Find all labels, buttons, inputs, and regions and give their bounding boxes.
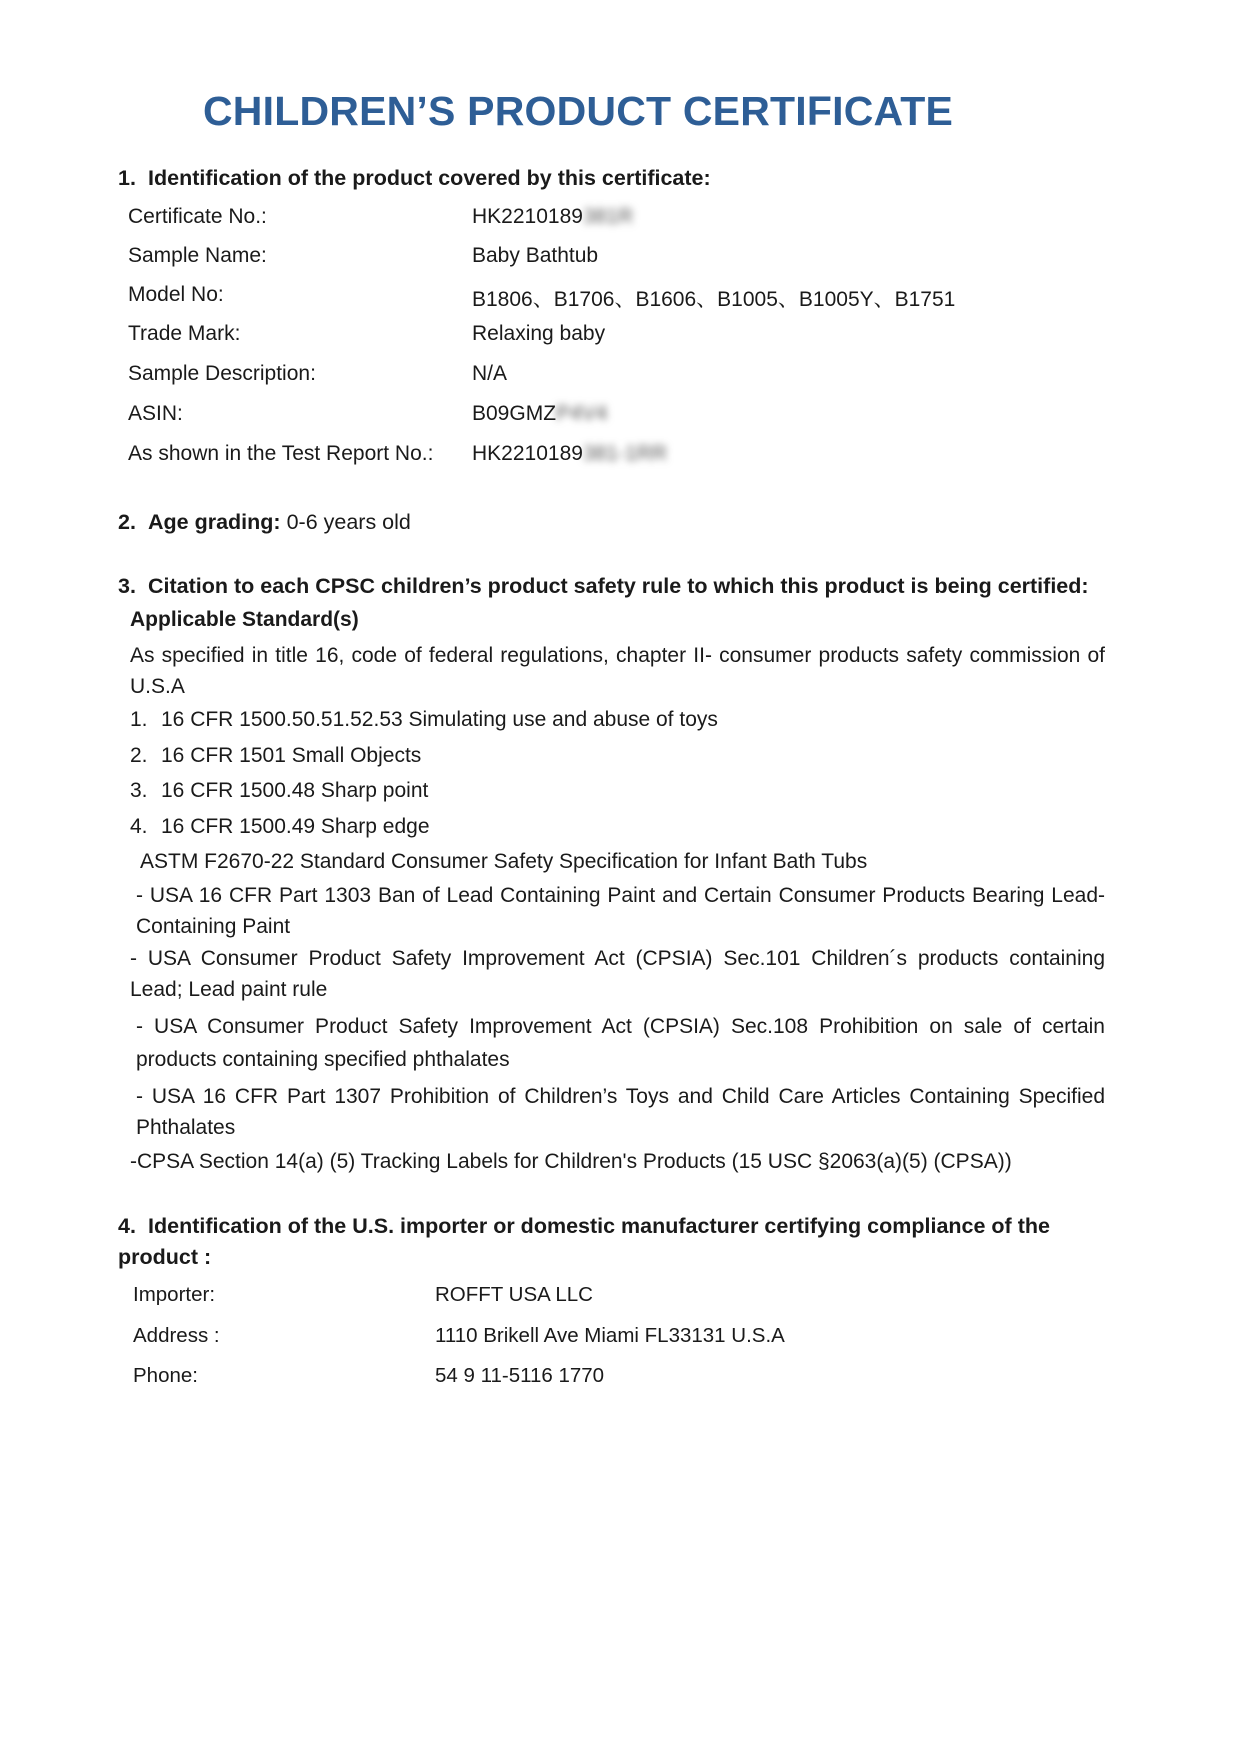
applicable-standards-subheading: Applicable Standard(s) xyxy=(130,608,359,631)
standards-intro: As specified in title 16, code of federal regulations, chapter II- consumer products safety commission of U.S.A xyxy=(130,644,1105,698)
astm-standard: ASTM F2670-22 Standard Consumer Safety Specification for Infant Bath Tubs xyxy=(140,850,868,873)
section-heading-text: Identification of the product covered by this certificate: xyxy=(148,166,711,190)
row-label: Certificate No.: xyxy=(128,205,267,228)
redacted-text: 381-1RR xyxy=(582,442,667,465)
row-value: Relaxing baby xyxy=(472,322,606,345)
row-label: As shown in the Test Report No.: xyxy=(128,442,434,465)
section-number: 4. xyxy=(118,1214,136,1238)
page-title: CHILDREN’S PRODUCT CERTIFICATE xyxy=(203,88,954,134)
section-4-heading xyxy=(118,1214,1050,1239)
section-number: 1. xyxy=(118,166,136,190)
standard-item: 4. 16 CFR 1500.49 Sharp edge xyxy=(130,815,430,838)
age-grading-value: 0-6 years old xyxy=(286,510,411,534)
row-label: Sample Name: xyxy=(128,244,267,267)
standard-item: 2. 16 CFR 1501 Small Objects xyxy=(130,744,422,767)
row-value: 1110 Brikell Ave Miami FL33131 U.S.A xyxy=(435,1324,785,1347)
row-value: ROFFT USA LLC xyxy=(435,1283,593,1306)
row-label: Importer: xyxy=(133,1283,216,1306)
section-number: 3. xyxy=(118,574,136,598)
section-4-heading-cont: product : xyxy=(118,1245,212,1269)
regulation-item: - USA 16 CFR Part 1303 Ban of Lead Containing Paint and Certain Consumer Products Bearing Lead- Containing Paint xyxy=(136,884,1105,938)
regulation-item: - USA Consumer Product Safety Improvement Act (CPSIA) Sec.108 Prohibition on sale of certain products containing specified phthalates xyxy=(136,1015,1105,1071)
row-value: HK2210189381R xyxy=(472,205,634,228)
row-value: B09GMZP4V4 xyxy=(472,402,608,425)
section-2-heading xyxy=(118,510,411,535)
row-label: Address : xyxy=(133,1324,220,1347)
row-label: ASIN: xyxy=(128,402,183,425)
row-label: Phone: xyxy=(133,1364,198,1387)
standard-item: 1. 16 CFR 1500.50.51.52.53 Simulating use and abuse of toys xyxy=(130,708,718,731)
row-value: Baby Bathtub xyxy=(472,244,599,267)
section-heading-text: Identification of the U.S. importer or domestic manufacturer certifying compliance of the xyxy=(148,1214,1050,1238)
row-label: Model No: xyxy=(128,283,224,306)
row-value: 54 9 11-5116 1770 xyxy=(435,1364,605,1387)
regulation-item: -CPSA Section 14(a) (5) Tracking Labels for Children's Products (15 USC §2063(a)(5) (CPSA)) xyxy=(130,1150,1012,1173)
section-heading-text: Citation to each CPSC children’s product safety rule to which this product is being certified: xyxy=(148,574,1089,598)
row-value: B1806、B1706、B1606、B1005、B1005Y、B1751 xyxy=(472,288,956,311)
row-label: Sample Description: xyxy=(128,362,316,385)
redacted-text: 381R xyxy=(582,205,634,228)
section-number: 2. xyxy=(118,510,136,534)
row-label: Trade Mark: xyxy=(128,322,241,345)
row-value: HK2210189381-1RR xyxy=(472,442,667,465)
regulation-item: - USA 16 CFR Part 1307 Prohibition of Children’s Toys and Child Care Articles Containing Specified Phthalates xyxy=(136,1085,1105,1139)
row-value: N/A xyxy=(472,362,508,385)
redacted-text: P4V4 xyxy=(556,402,608,425)
section-1-heading xyxy=(118,166,711,191)
section-3-heading xyxy=(118,574,1089,599)
regulation-item: - USA Consumer Product Safety Improvement Act (CPSIA) Sec.101 Children´s products containing Lead; Lead paint rule xyxy=(130,947,1105,1001)
standard-item: 3. 16 CFR 1500.48 Sharp point xyxy=(130,779,429,802)
section-heading-text: Age grading: xyxy=(148,510,281,534)
